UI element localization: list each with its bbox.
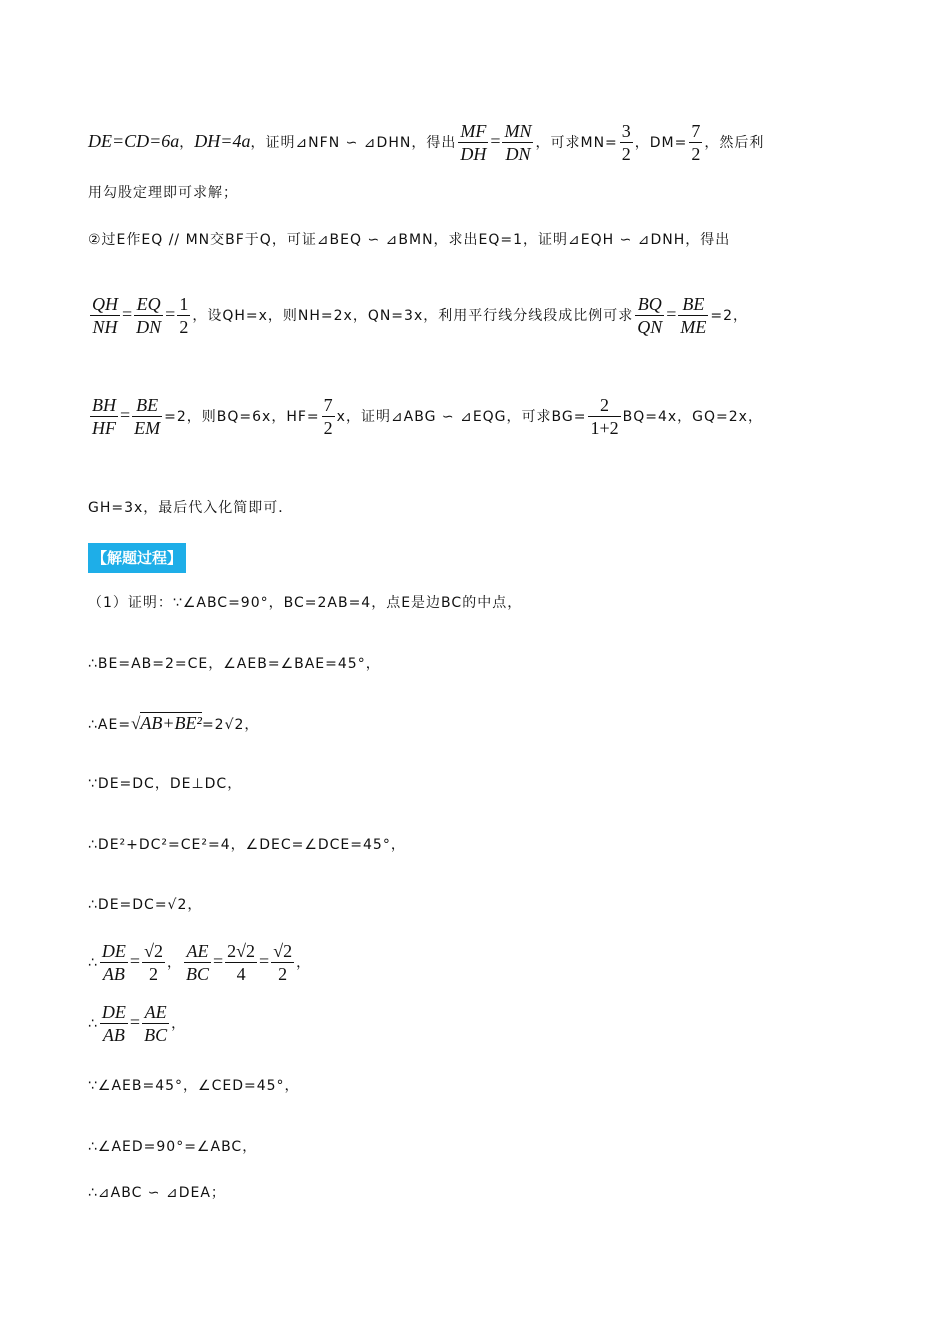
expr: DH=4a bbox=[194, 131, 251, 151]
text: =2，则BQ=6x，HF= bbox=[164, 409, 320, 425]
solution-line-9: ∵∠AEB=45°，∠CED=45°， bbox=[88, 1078, 300, 1094]
solution-line-11: ∴⊿ABC ∽ ⊿DEA； bbox=[88, 1185, 226, 1201]
text: ∴AE= bbox=[88, 717, 132, 733]
hint-line-5 bbox=[88, 394, 763, 439]
hint-line-4 bbox=[88, 293, 748, 338]
text: BQ=4x，GQ=2x， bbox=[622, 409, 763, 425]
equals: = bbox=[165, 304, 176, 324]
solution-line-6: ∴DE=DC=√2， bbox=[88, 897, 203, 913]
equals: = bbox=[120, 405, 131, 425]
text: ，然后利 bbox=[704, 135, 765, 151]
equals: = bbox=[666, 304, 677, 324]
fraction: $\frac{BH}{HF}$ bbox=[92, 395, 116, 438]
equals: = bbox=[129, 951, 141, 971]
sep: ， bbox=[171, 1016, 187, 1032]
hint-line-2: 用勾股定理即可求解； bbox=[88, 185, 238, 201]
fraction: $\frac{2√2}{4}$ bbox=[227, 941, 256, 984]
solution-line-3 bbox=[88, 712, 259, 736]
fraction: $\frac{BQ}{QN}$ bbox=[637, 294, 663, 337]
fraction: $\frac{√2}{2}$ bbox=[273, 941, 293, 984]
text: x，证明⊿ABG ∽ ⊿EQG，可求BG= bbox=[336, 409, 587, 425]
solution-line-7 bbox=[88, 940, 311, 985]
fraction: $\frac{7}{2}$ bbox=[323, 395, 333, 438]
sep: ， bbox=[166, 955, 182, 971]
fraction: $\frac{7}{2}$ bbox=[691, 121, 701, 164]
sep: ， bbox=[179, 135, 195, 151]
text: ，DM= bbox=[634, 135, 688, 151]
solution-line-8 bbox=[88, 1001, 186, 1046]
fraction: $\frac{AE}{BC}$ bbox=[185, 941, 209, 984]
equals: = bbox=[122, 304, 133, 324]
fraction: $\frac{DE}{AB}$ bbox=[101, 941, 126, 984]
fraction: $\frac{√2}{2}$ bbox=[144, 941, 163, 984]
sep: ， bbox=[296, 955, 312, 971]
equals: = bbox=[212, 951, 224, 971]
solution-line-1: （1）证明：∵∠ABC=90°，BC=2AB=4，点E是边BC的中点， bbox=[88, 595, 523, 611]
fraction: $\frac{MN}{DN}$ bbox=[504, 121, 532, 164]
expr: DE=CD=6a bbox=[88, 131, 180, 151]
solution-line-2: ∴BE=AB=2=CE，∠AEB=∠BAE=45°， bbox=[88, 656, 381, 672]
radical-icon: √ bbox=[131, 714, 141, 733]
text: =2， bbox=[710, 308, 749, 324]
fraction: $\frac{BE}{EM}$ bbox=[134, 395, 161, 438]
text: ，设QH=x，则NH=2x，QN=3x，利用平行线分线段成比例可求 bbox=[192, 308, 634, 324]
radicand: AB+BE² bbox=[140, 713, 202, 733]
fraction: $\frac{AE}{BC}$ bbox=[144, 1002, 168, 1045]
fraction: $\frac{2}{1+2}$ bbox=[590, 395, 619, 438]
solution-line-10: ∴∠AED=90°=∠ABC， bbox=[88, 1139, 258, 1155]
fraction: $\frac{1}{2}$ bbox=[179, 294, 189, 337]
equals: = bbox=[129, 1012, 141, 1032]
solution-line-5: ∴DE²+DC²=CE²=4，∠DEC=∠DCE=45°， bbox=[88, 837, 406, 853]
text: =2√2， bbox=[201, 717, 260, 733]
fraction: $\frac{DE}{AB}$ bbox=[101, 1002, 126, 1045]
fraction: $\frac{EQ}{DN}$ bbox=[136, 294, 162, 337]
hint-line-1 bbox=[88, 120, 764, 165]
fraction: $\frac{QH}{NH}$ bbox=[92, 294, 118, 337]
solution-line-4: ∵DE=DC，DE⊥DC， bbox=[88, 776, 243, 792]
fraction: $\frac{3}{2}$ bbox=[621, 121, 631, 164]
text: ，可求MN= bbox=[535, 135, 618, 151]
fraction: $\frac{BE}{ME}$ bbox=[680, 294, 707, 337]
solution-badge: 【解题过程】 bbox=[88, 543, 186, 573]
hint-line-3: ②过E作EQ // MN交BF于Q，可证⊿BEQ ∽ ⊿BMN，求出EQ=1，证明⊿EQH ∽ ⊿DNH，得出 bbox=[88, 232, 731, 248]
therefore: ∴ bbox=[88, 1016, 98, 1032]
text: ，证明⊿NFN ∽ ⊿DHN，得出 bbox=[250, 135, 457, 151]
equals: = bbox=[490, 131, 501, 151]
hint-line-6: GH=3x，最后代入化简即可． bbox=[88, 500, 294, 516]
therefore: ∴ bbox=[88, 955, 98, 971]
fraction: $\frac{MF}{DH}$ bbox=[460, 121, 487, 164]
equals: = bbox=[259, 951, 270, 971]
